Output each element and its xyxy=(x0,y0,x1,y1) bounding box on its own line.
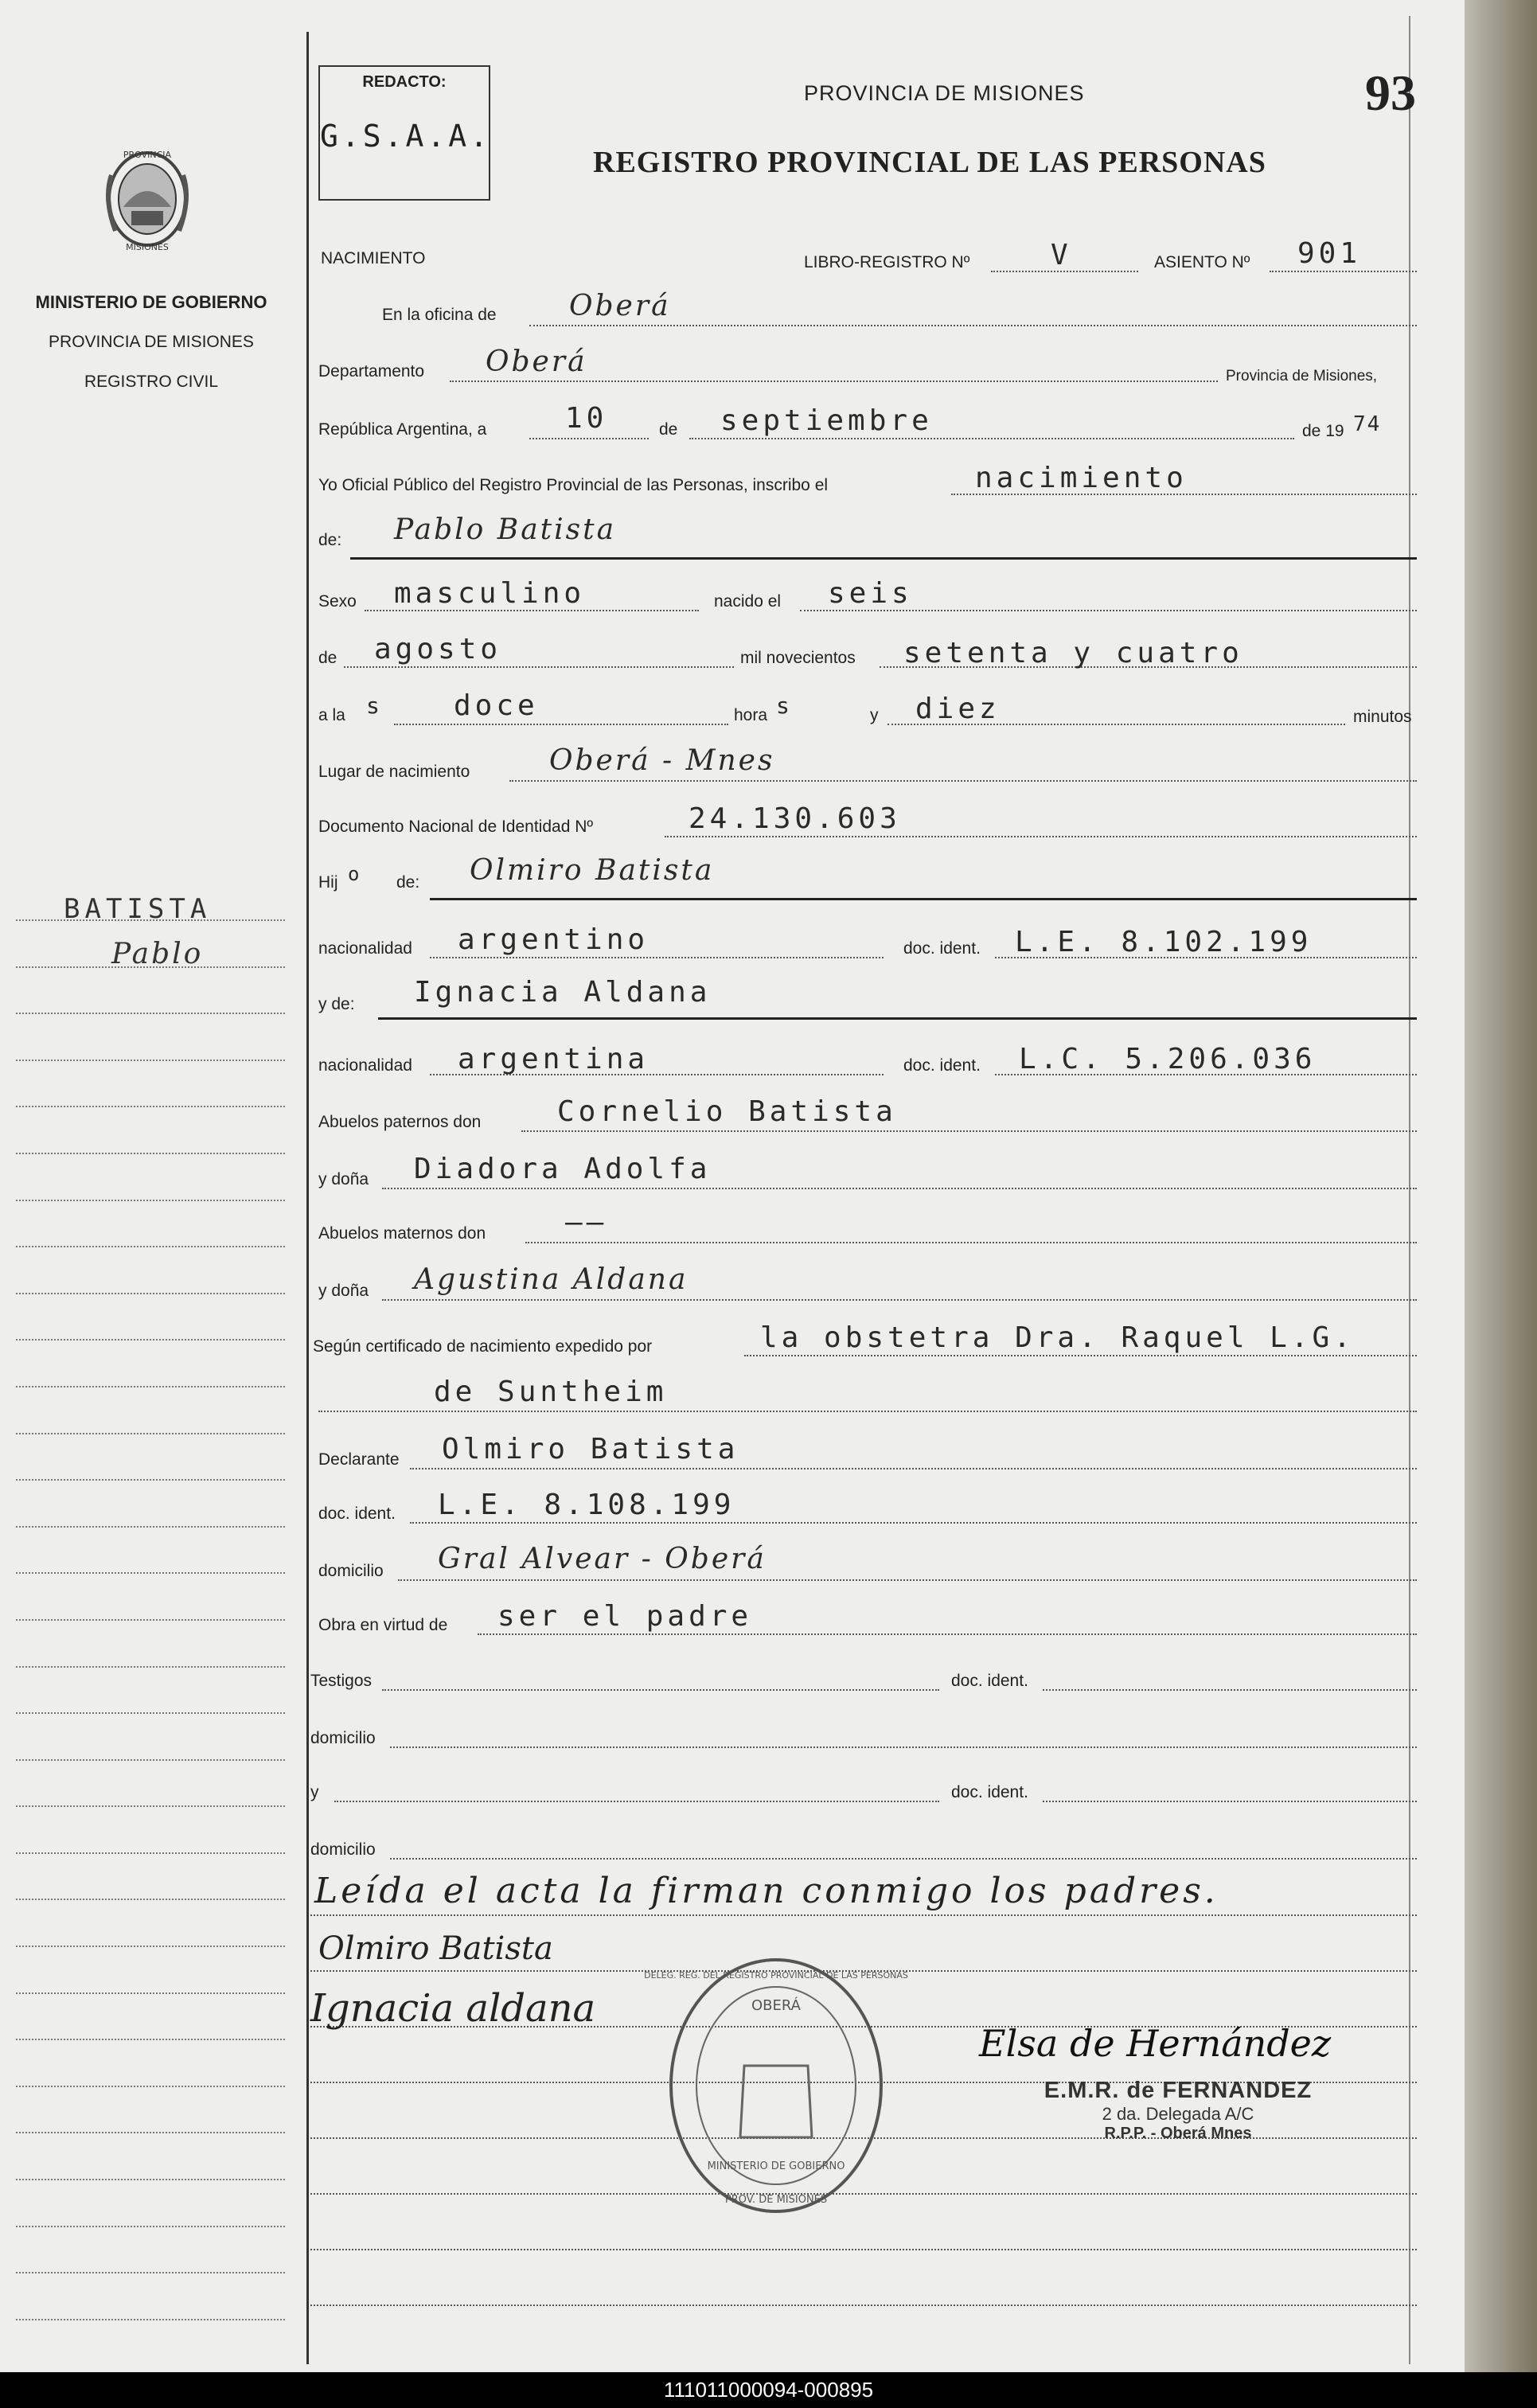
domicilio-value: Gral Alvear - Oberá xyxy=(438,1543,767,1575)
abuela-paterna-label: y doña xyxy=(318,1170,369,1188)
abuelo-paterno: Cornelio Batista xyxy=(557,1095,897,1128)
abuela-materna-label: y doña xyxy=(318,1282,369,1300)
abuelos-paternos-label: Abuelos paternos don xyxy=(318,1113,482,1131)
anio-nac-value: setenta y cuatro xyxy=(903,637,1243,669)
abuelos-maternos-label: Abuelos maternos don xyxy=(318,1224,486,1243)
sexo-label: Sexo xyxy=(318,592,357,611)
certificado-label: Según certificado de nacimiento expedido por xyxy=(313,1337,653,1356)
alas-label: a la xyxy=(318,706,345,724)
certificado-value-2: de Suntheim xyxy=(434,1376,668,1408)
official-stamp-icon xyxy=(644,1954,908,2217)
asiento-value: 901 xyxy=(1297,237,1362,270)
mil-label: mil novecientos xyxy=(740,649,856,667)
abuelo-materno: —— xyxy=(565,1206,608,1239)
fecha-mes: septiembre xyxy=(720,404,933,437)
header-province: PROVINCIA DE MISIONES xyxy=(804,81,1085,105)
redacto-box xyxy=(318,65,490,201)
official-role: 2 da. Delegada A/C xyxy=(1102,2104,1254,2124)
abuela-paterna: Diadora Adolfa xyxy=(414,1153,712,1185)
anio-label: de 19 xyxy=(1302,422,1344,440)
official-block xyxy=(971,2038,1385,2143)
declarante-doc-label: doc. ident. xyxy=(318,1505,396,1523)
declarante-label: Declarante xyxy=(318,1450,400,1469)
y-label: y xyxy=(870,706,879,724)
ministry-name: MINISTERIO DE GOBIERNO xyxy=(35,292,267,312)
right-rule xyxy=(1409,16,1410,2364)
horas-suffix: s xyxy=(776,693,794,719)
margin-notes-area xyxy=(16,919,285,2365)
archive-id: 111011000094-000895 xyxy=(0,2372,1537,2408)
minutos-label: minutos xyxy=(1353,708,1412,726)
nac-padre-value: argentino xyxy=(458,923,650,956)
redacto-value: G.S.A.A. xyxy=(320,119,492,154)
stamp-city: OBERÁ xyxy=(751,1997,801,2014)
testigo2-domicilio-label: domicilio xyxy=(310,1840,376,1859)
signature-mother: Ignacia aldana xyxy=(310,1986,596,2031)
testigo1-domicilio-label: domicilio xyxy=(310,1729,376,1747)
testigo2-doc-label: doc. ident. xyxy=(951,1783,1028,1801)
doc-padre-value: L.E. 8.102.199 xyxy=(1015,926,1313,958)
nacido-dia: seis xyxy=(828,577,913,610)
departamento-label: Departamento xyxy=(318,362,425,381)
margin-surname: BATISTA xyxy=(64,893,212,925)
anio-value: 74 xyxy=(1353,412,1382,436)
ministry-registry: REGISTRO CIVIL xyxy=(84,373,219,391)
mes-nac-de-label: de xyxy=(318,649,337,667)
left-header xyxy=(16,283,287,402)
stamp-outer-text: DELEG. REG. DEL REGISTRO PROVINCIAL DE LAS PERSONAS xyxy=(644,1970,908,1981)
oficial-label: Yo Oficial Público del Registro Provincial de las Personas, inscribo el xyxy=(318,476,829,494)
official-signature: Elsa de Hernández xyxy=(979,2022,1332,2065)
obra-label: Obra en virtud de xyxy=(318,1616,448,1634)
alas-suffix: s xyxy=(366,693,384,719)
madre-nombre: Ignacia Aldana xyxy=(414,976,712,1009)
coat-of-arms-icon xyxy=(99,143,195,255)
fecha-dia: 10 xyxy=(565,402,608,435)
fecha-de-label: de xyxy=(659,420,678,439)
departamento-value: Oberá xyxy=(486,345,587,378)
horas-value: doce xyxy=(454,689,539,722)
dni-label: Documento Nacional de Identidad Nº xyxy=(318,818,594,836)
official-name: E.M.R. de FERNANDEZ xyxy=(1044,2078,1313,2103)
padre-nombre: Olmiro Batista xyxy=(470,854,715,887)
nac-padre-label: nacionalidad xyxy=(318,939,412,958)
libro-label: LIBRO-REGISTRO Nº xyxy=(804,253,970,271)
nac-madre-label: nacionalidad xyxy=(318,1056,412,1075)
oficina-label: En la oficina de xyxy=(382,306,497,324)
stamp-inner-text: MINISTERIO DE GOBIERNO xyxy=(707,2160,845,2172)
doc-madre-value: L.C. 5.206.036 xyxy=(1019,1043,1317,1075)
certificado-value: la obstetra Dra. Raquel L.G. xyxy=(760,1321,1355,1354)
declarante-doc-value: L.E. 8.108.199 xyxy=(438,1489,735,1521)
domicilio-label: domicilio xyxy=(318,1562,384,1580)
sexo-value: masculino xyxy=(394,577,586,610)
closing-text: Leída el acta la firman conmigo los padres. xyxy=(314,1871,1219,1911)
margin-given-name: Pablo xyxy=(111,938,204,970)
oficina-value: Oberá xyxy=(569,290,671,322)
hijo-de-label: de: xyxy=(396,873,420,892)
stamp-bottom-text: PROV. DE MISIONES xyxy=(724,2194,828,2206)
redacto-label: REDACTO: xyxy=(362,73,447,91)
horas-label: hora xyxy=(734,706,768,724)
nombre-de-label: de: xyxy=(318,531,342,549)
ministry-province: PROVINCIA DE MISIONES xyxy=(49,333,254,351)
asiento-label: ASIENTO Nº xyxy=(1154,253,1250,271)
minutos-value: diez xyxy=(915,693,1001,725)
nac-madre-value: argentina xyxy=(458,1043,650,1075)
republica-label: República Argentina, a xyxy=(318,420,487,439)
abuela-materna: Agustina Aldana xyxy=(414,1263,689,1296)
testigos-label: Testigos xyxy=(310,1672,373,1690)
mes-nac-value: agosto xyxy=(374,633,502,665)
act-type-label: NACIMIENTO xyxy=(321,249,426,267)
testigo2-y-label: y xyxy=(310,1783,319,1801)
hijo-suffix: o xyxy=(348,863,364,885)
testigo1-doc-label: doc. ident. xyxy=(951,1672,1028,1690)
seal-bottom-text: MISIONES xyxy=(126,242,169,252)
margin-divider xyxy=(306,32,309,2364)
nacido-label: nacido el xyxy=(714,592,782,611)
dni-value: 24.130.603 xyxy=(689,802,901,835)
lugar-value: Oberá - Mnes xyxy=(549,744,775,777)
declarante-value: Olmiro Batista xyxy=(442,1433,739,1465)
seal-top-text: PROVINCIA xyxy=(123,150,172,160)
signature-father: Olmiro Batista xyxy=(318,1930,553,1967)
official-office: R.P.P. - Oberá Mnes xyxy=(1104,2125,1252,2142)
madre-label: y de: xyxy=(318,995,355,1013)
doc-padre-label: doc. ident. xyxy=(903,939,981,958)
hijo-label: Hij xyxy=(318,873,338,892)
inscripto-nombre: Pablo Batista xyxy=(394,513,617,546)
provincia-label: Provincia de Misiones, xyxy=(1226,368,1378,384)
page-edge xyxy=(1465,0,1537,2372)
libro-value: V xyxy=(1051,239,1072,271)
lugar-label: Lugar de nacimiento xyxy=(318,763,470,781)
page-number: 93 xyxy=(1365,64,1416,121)
acto-value: nacimiento xyxy=(975,462,1188,494)
obra-value: ser el padre xyxy=(497,1600,753,1633)
header-title: REGISTRO PROVINCIAL DE LAS PERSONAS xyxy=(593,146,1266,179)
doc-madre-label: doc. ident. xyxy=(903,1056,981,1075)
